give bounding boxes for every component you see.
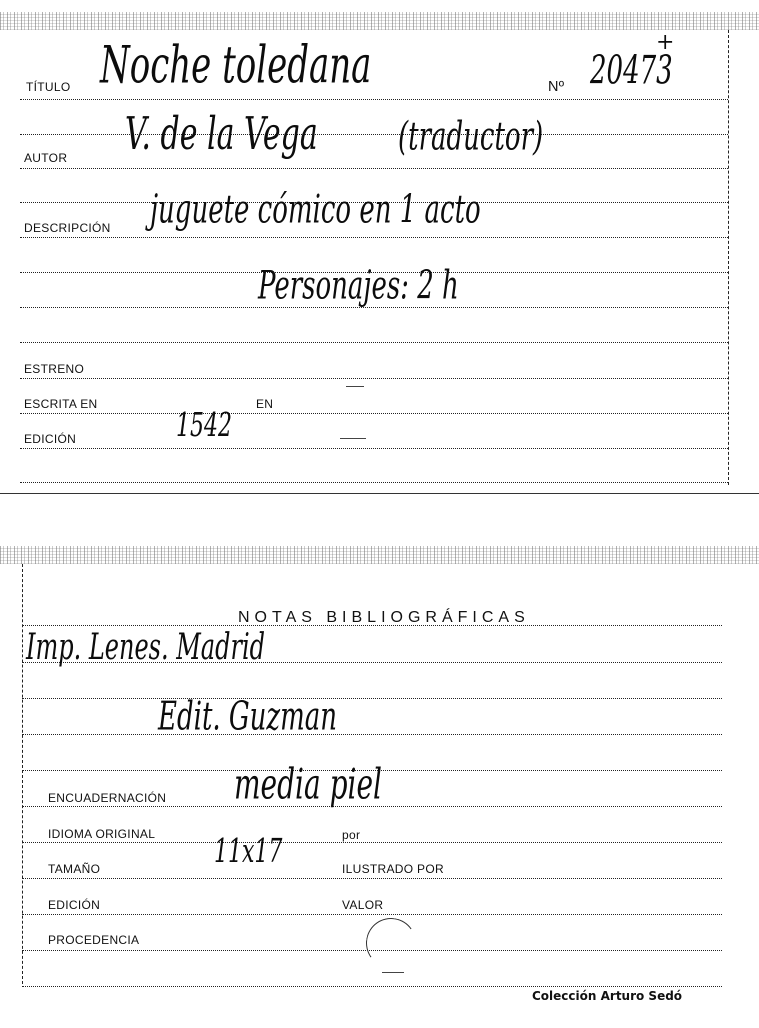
rule bbox=[22, 698, 722, 699]
rule bbox=[22, 842, 722, 843]
en-label: EN bbox=[256, 397, 274, 411]
rule bbox=[20, 168, 728, 169]
collection-credit: Colección Arturo Sedó bbox=[532, 989, 683, 1003]
tamano-label: TAMAÑO bbox=[48, 862, 101, 876]
rule bbox=[20, 448, 728, 449]
ilustrado-label: ILUSTRADO POR bbox=[342, 862, 444, 876]
rule bbox=[20, 482, 728, 483]
autor-role: (traductor) bbox=[398, 115, 544, 160]
torn-edge bbox=[0, 12, 759, 30]
descripcion-label: DESCRIPCIÓN bbox=[24, 221, 111, 235]
stamp-mark bbox=[340, 438, 366, 439]
notas-heading: NOTAS BIBLIOGRÁFICAS bbox=[238, 609, 530, 626]
autor-value: V. de la Vega bbox=[125, 108, 318, 161]
catalog-card-back bbox=[0, 540, 759, 990]
rule bbox=[22, 878, 722, 879]
rule bbox=[20, 237, 728, 238]
tamano-value: 11x17 bbox=[214, 833, 283, 871]
estreno-label: ESTRENO bbox=[24, 362, 85, 376]
autor-label: AUTOR bbox=[24, 151, 68, 165]
rule bbox=[20, 413, 728, 414]
rule bbox=[20, 342, 728, 343]
rule bbox=[20, 378, 728, 379]
stamp-mark bbox=[362, 914, 420, 972]
rule bbox=[22, 914, 722, 915]
stamp-mark bbox=[382, 972, 404, 973]
numero-value: 20473 bbox=[590, 49, 673, 94]
procedencia-label: PROCEDENCIA bbox=[48, 933, 140, 947]
edicion-value: 1542 bbox=[176, 407, 232, 445]
rule bbox=[22, 734, 722, 735]
titulo-label: TÍTULO bbox=[26, 80, 71, 94]
descripcion-value: juguete cómico en 1 acto bbox=[150, 188, 481, 233]
card-border bbox=[22, 564, 24, 984]
stamp-mark bbox=[346, 386, 364, 387]
note-line-1: Imp. Lenes. Madrid bbox=[26, 626, 265, 668]
valor-label: VALOR bbox=[342, 898, 384, 912]
encuadernacion-label: ENCUADERNACIÓN bbox=[48, 791, 167, 805]
cross-mark: + bbox=[656, 30, 675, 55]
edicion-back-label: EDICIÓN bbox=[48, 898, 101, 912]
catalog-card-front bbox=[0, 0, 759, 495]
numero-label: Nº bbox=[548, 79, 565, 95]
torn-edge bbox=[0, 546, 759, 564]
edicion-label: EDICIÓN bbox=[24, 432, 77, 446]
escrita-en-label: ESCRITA EN bbox=[24, 397, 98, 411]
personajes-value: Personajes: 2 h bbox=[258, 264, 459, 309]
card-edge bbox=[0, 493, 759, 494]
titulo-value: Noche toledana bbox=[100, 36, 372, 96]
card-border bbox=[728, 30, 730, 485]
por-label: por bbox=[342, 828, 361, 842]
rule bbox=[20, 99, 728, 100]
encuadernacion-value: media piel bbox=[234, 759, 382, 809]
rule bbox=[22, 986, 722, 987]
note-line-2: Edit. Guzman bbox=[158, 695, 338, 740]
idioma-label: IDIOMA ORIGINAL bbox=[48, 827, 156, 841]
